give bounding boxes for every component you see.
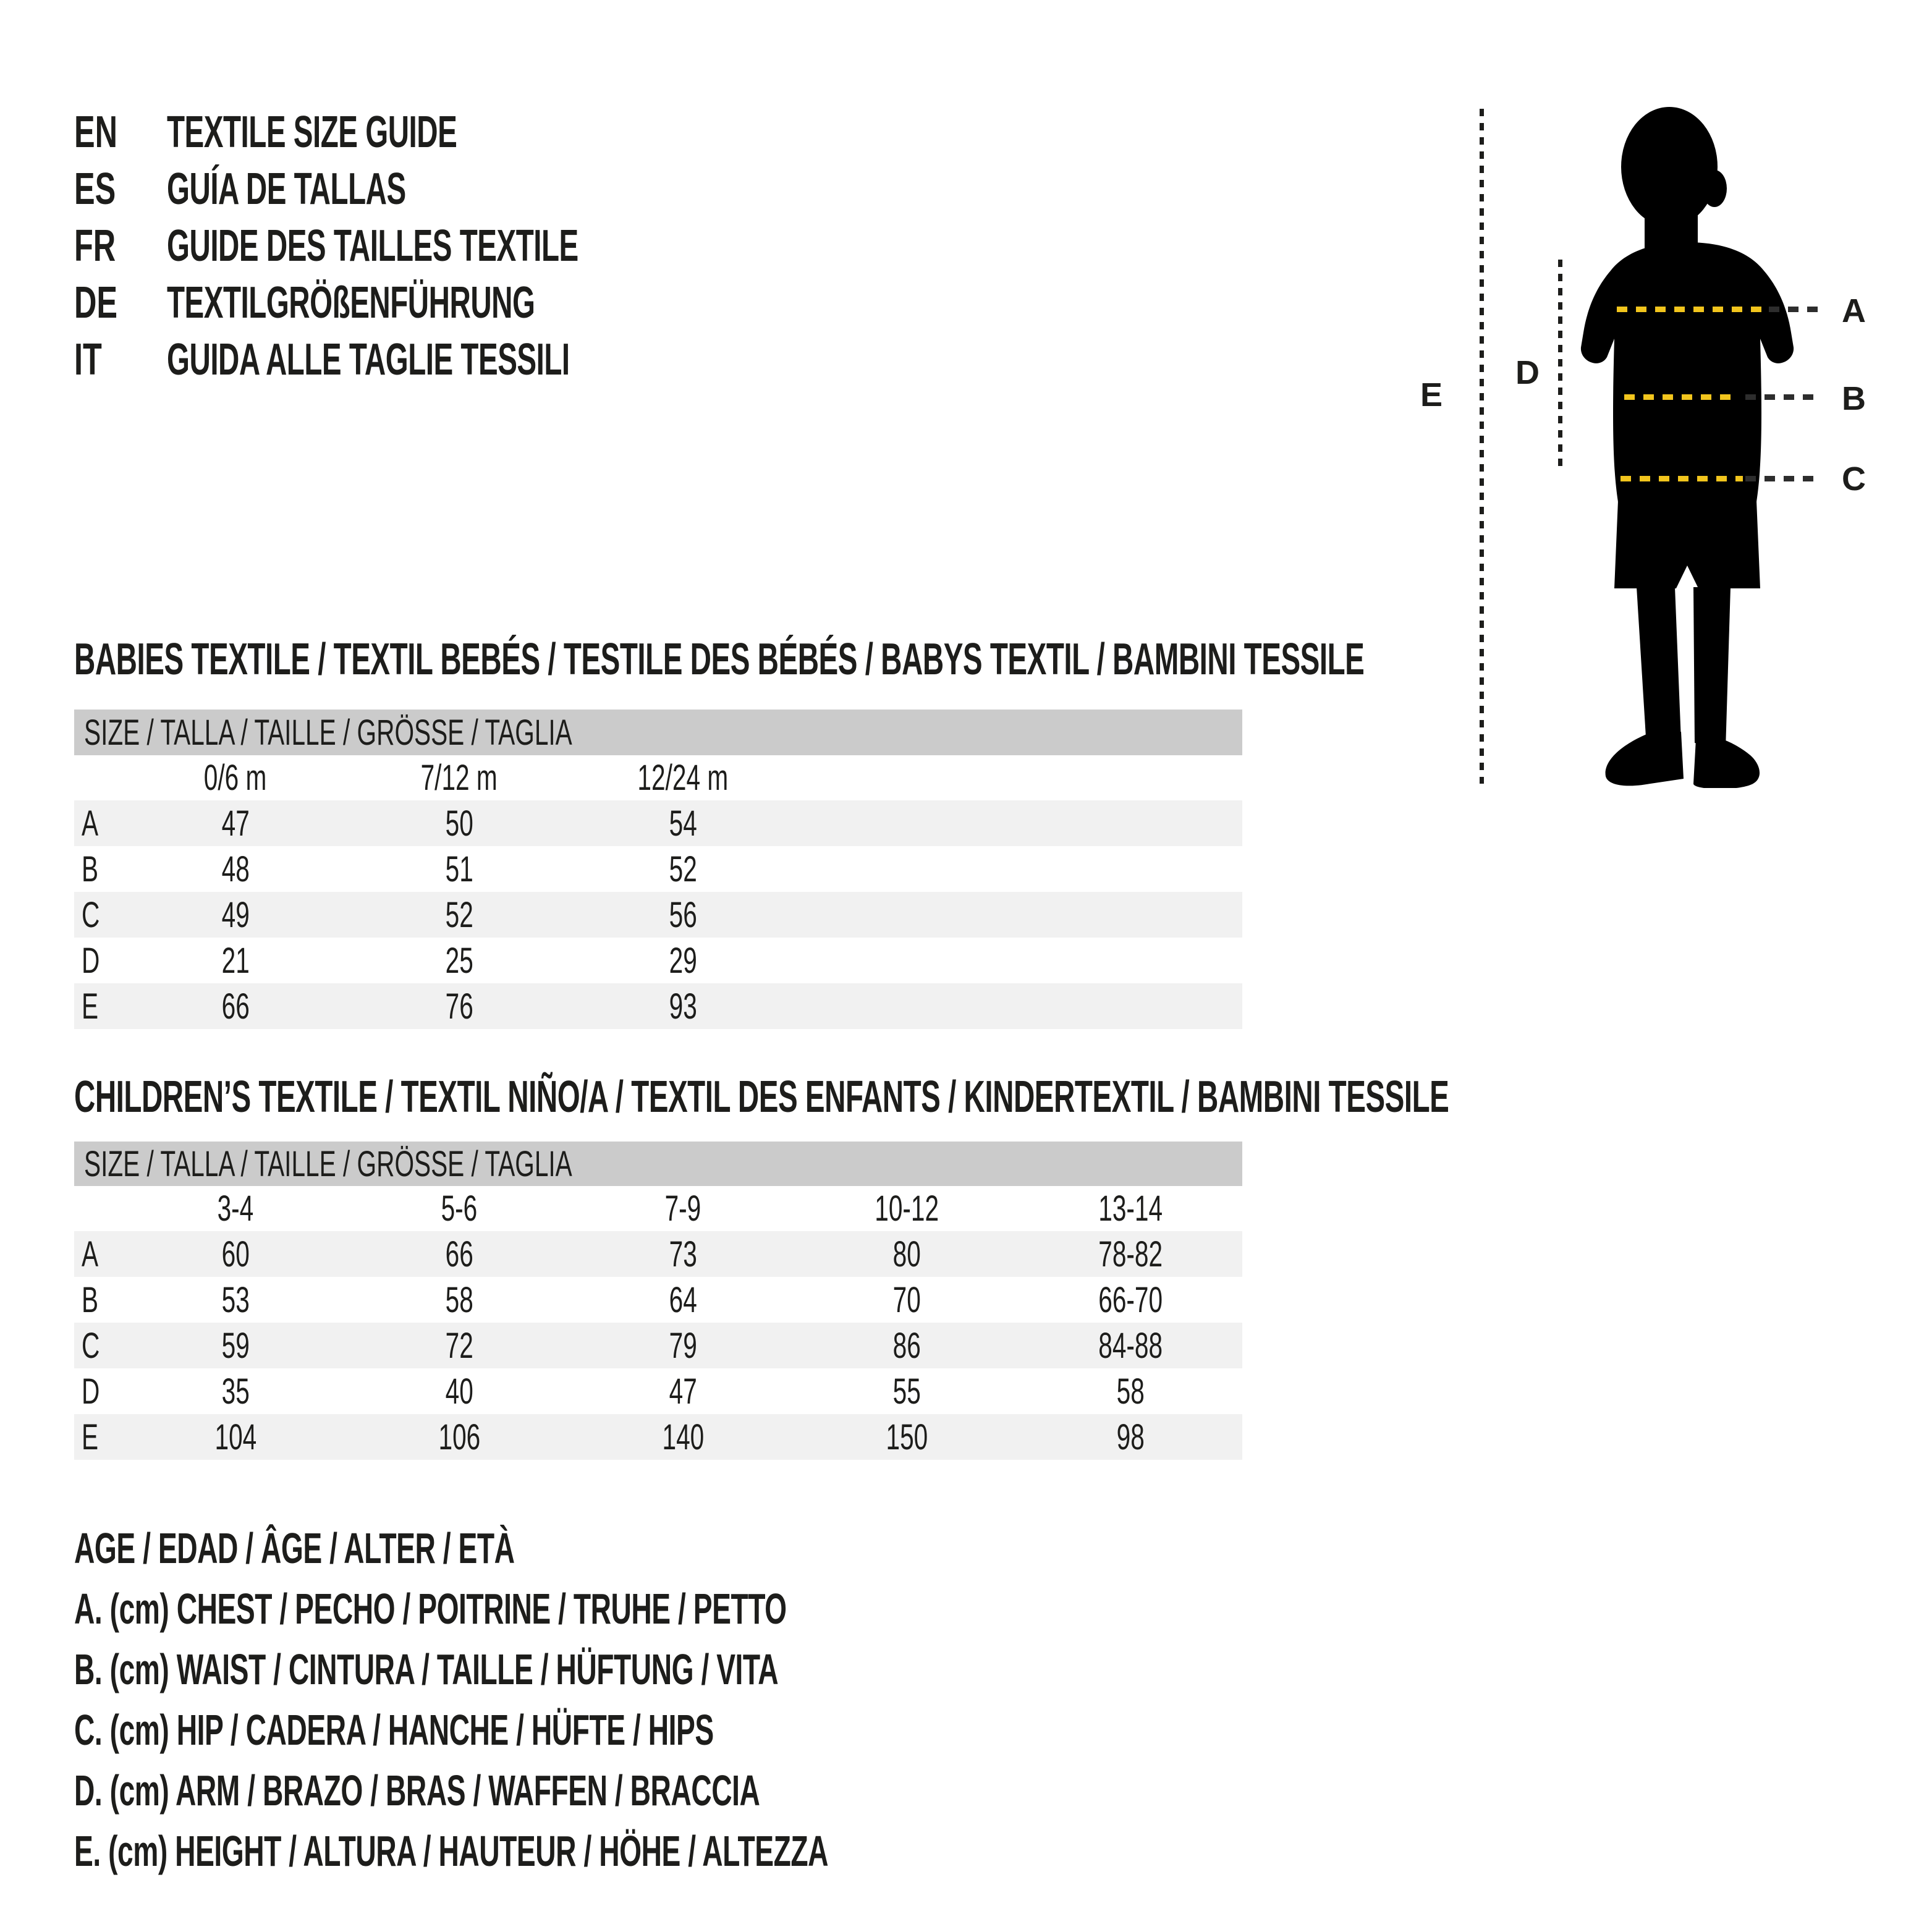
title-it: GUIDA ALLE TAGLIE TESSILI <box>167 335 570 384</box>
children-col-0: 3-4 <box>217 1188 254 1229</box>
children-col-4: 13-14 <box>1098 1188 1163 1229</box>
language-row-en <box>74 104 790 161</box>
language-row-fr <box>74 218 790 274</box>
babies-col-1: 7/12 m <box>420 758 498 798</box>
children-section-title: CHILDREN’S TEXTILE / TEXTIL NIÑO/A / TEXTIL DES ENFANTS / KINDERTEXTIL / BAMBINI TESSILE <box>74 1072 1449 1122</box>
hip-line-dark <box>1745 476 1821 481</box>
arm-measure-line-D <box>1558 260 1562 471</box>
language-code-de: DE <box>74 278 118 328</box>
language-code-en: EN <box>74 108 118 157</box>
babies-col-2: 12/24 m <box>637 758 729 798</box>
babies-col-0: 0/6 m <box>204 758 267 798</box>
waist-line-dark <box>1745 394 1821 400</box>
legend-line-height: E. (cm) HEIGHT / ALTURA / HAUTEUR / HÖHE / ALTEZZA <box>74 1827 828 1875</box>
title-es: GUÍA DE TALLAS <box>167 164 406 214</box>
children-col-3: 10-12 <box>875 1188 939 1229</box>
language-code-fr: FR <box>74 221 116 271</box>
legend-line-arm: D. (cm) ARM / BRAZO / BRAS / WAFFEN / BRACCIA <box>74 1766 760 1815</box>
chest-line-dark <box>1769 307 1826 312</box>
language-code-es: ES <box>74 164 116 214</box>
table-row: B 53 58 64 70 66-70 <box>82 1279 1163 1320</box>
diagram-label-B: B <box>1842 380 1866 417</box>
waist-line-yellow <box>1624 394 1737 400</box>
diagram-label-A: A <box>1842 292 1866 329</box>
table-row: D 35 40 47 55 58 <box>82 1371 1145 1412</box>
table-row: D 21 25 29 <box>82 940 697 981</box>
babies-section-title: BABIES TEXTILE / TEXTIL BEBÉS / TESTILE DES BÉBÉS / BABYS TEXTIL / BAMBINI TESSILE <box>74 635 1365 684</box>
title-en: TEXTILE SIZE GUIDE <box>167 108 457 157</box>
diagram-label-C: C <box>1842 460 1866 498</box>
hip-line-yellow <box>1621 476 1743 481</box>
diagram-label-E: E <box>1420 376 1443 413</box>
children-column-header-row <box>74 1186 1242 1231</box>
children-col-2: 7-9 <box>664 1188 701 1229</box>
language-code-it: IT <box>74 335 102 384</box>
height-measure-line-E <box>1480 109 1484 784</box>
children-size-table <box>74 1142 1242 1460</box>
legend-line-age: AGE / EDAD / ÂGE / ALTER / ETÀ <box>74 1524 515 1572</box>
language-title-list <box>74 104 790 388</box>
title-fr: GUIDE DES TAILLES TEXTILE <box>167 221 578 271</box>
language-row-it <box>74 331 790 388</box>
chest-line-yellow <box>1617 307 1765 312</box>
legend-line-waist: B. (cm) WAIST / CINTURA / TAILLE / HÜFTUNG / VITA <box>74 1645 779 1693</box>
table-row: B 48 51 52 <box>82 849 697 889</box>
children-col-1: 5-6 <box>441 1188 478 1229</box>
babies-table-header-bar: SIZE / TALLA / TAILLE / GRÖSSE / TAGLIA <box>74 710 1242 755</box>
table-row: E 104 106 140 150 98 <box>74 1414 1242 1460</box>
babies-column-header-row <box>74 755 1242 800</box>
table-row: C 59 72 79 86 84-88 <box>74 1323 1242 1368</box>
children-table-header-bar: SIZE / TALLA / TAILLE / GRÖSSE / TAGLIA <box>74 1142 1242 1186</box>
language-row-de <box>74 274 790 331</box>
table-row: E 66 76 93 <box>74 983 1242 1029</box>
table-row: C 49 52 56 <box>74 892 1242 938</box>
babies-size-table <box>74 710 1242 1029</box>
child-silhouette-image <box>1575 105 1812 788</box>
legend-line-hip: C. (cm) HIP / CADERA / HANCHE / HÜFTE / HIPS <box>74 1706 714 1754</box>
title-de: TEXTILGRÖßENFÜHRUNG <box>167 278 535 328</box>
diagram-label-D: D <box>1515 354 1540 391</box>
language-row-es <box>74 161 790 218</box>
measurement-legend <box>74 1518 1216 1881</box>
table-row: A 47 50 54 <box>74 800 1242 846</box>
table-row: A 60 66 73 80 78-82 <box>74 1231 1242 1277</box>
legend-line-chest: A. (cm) CHEST / PECHO / POITRINE / TRUHE / PETTO <box>74 1585 787 1633</box>
